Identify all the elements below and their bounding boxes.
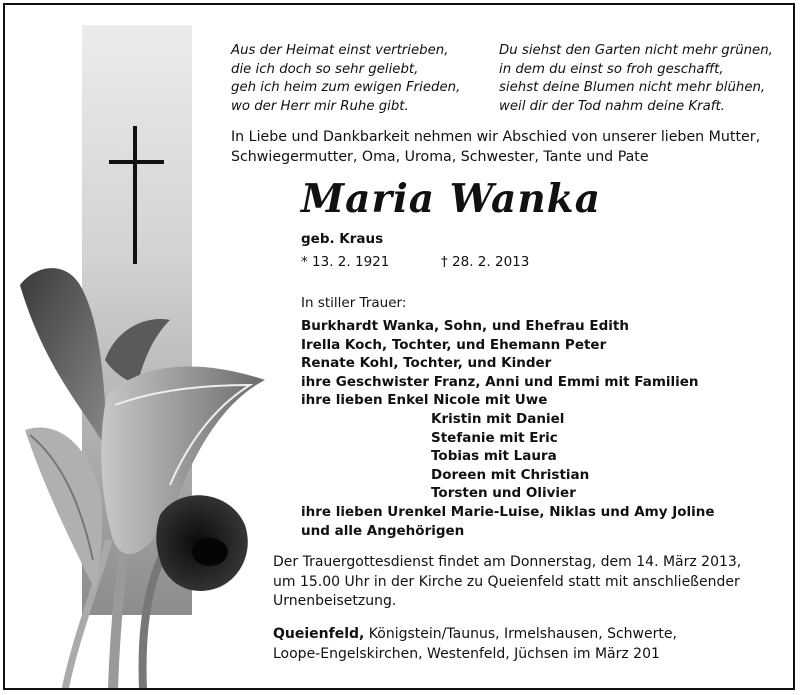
poem-line: in dem du einst so froh geschafft, — [499, 61, 724, 77]
places-town: Queienfeld, — [273, 626, 365, 642]
poem-line: Aus der Heimat einst vertrieben, — [231, 43, 449, 58]
places-line — [273, 625, 677, 645]
intro-line: In Liebe und Dankbarkeit nehmen wir Abschied von unserer lieben Mutter, — [231, 129, 761, 145]
calla-lily-icon — [5, 260, 275, 690]
places-rest: Königstein/Taunus, Irmelshausen, Schwerte, — [364, 626, 677, 642]
cross-icon — [133, 126, 137, 264]
life-dates — [301, 254, 529, 270]
service-line: um 15.00 Uhr in der Kirche zu Queienfeld statt mit anschließender — [273, 573, 740, 590]
poem-line: wo der Herr mir Ruhe gibt. — [231, 98, 409, 114]
poem-line: weil dir der Tod nahm deine Kraft. — [499, 98, 725, 114]
mourner-line: Tobias mit Laura — [431, 448, 557, 465]
service-line: Der Trauergottesdienst findet am Donnerstag, dem 14. März 2013, — [273, 554, 742, 570]
poem-line: die ich doch so sehr geliebt, — [231, 61, 419, 77]
service-info — [273, 553, 741, 612]
mourner-line: Torsten und Olivier — [431, 485, 576, 502]
cross-icon-bar — [109, 160, 164, 164]
places-info — [273, 625, 677, 664]
birth-date: * 13. 2. 1921 — [301, 254, 390, 270]
poem-line: siehst deine Blumen nicht mehr blühen, — [499, 80, 766, 96]
deceased-name: Maria Wanka — [301, 176, 601, 222]
mourner-line: ihre lieben Enkel Nicole mit Uwe — [301, 392, 548, 409]
obituary-notice — [3, 3, 795, 690]
mourners-list — [301, 317, 715, 540]
mourner-line: Burkhardt Wanka, Sohn, und Ehefrau Edith — [301, 318, 629, 334]
mourner-line: Stefanie mit Eric — [431, 429, 558, 446]
mourner-line: Kristin mit Daniel — [431, 410, 565, 427]
mourner-line: ihre Geschwister Franz, Anni und Emmi mit Familien — [301, 373, 699, 390]
poem-line: Du siehst den Garten nicht mehr grünen, — [499, 43, 773, 58]
places-line: Loope-Engelskirchen, Westenfeld, Jüchsen im März 201 — [273, 645, 660, 662]
maiden-name: geb. Kraus — [301, 231, 384, 247]
mourning-label: In stiller Trauer: — [301, 295, 407, 311]
mourner-line: und alle Angehörigen — [301, 522, 465, 539]
intro-text — [231, 127, 760, 167]
death-date: † 28. 2. 2013 — [441, 254, 530, 270]
mourner-line: Doreen mit Christian — [431, 466, 590, 483]
mourner-line: ihre lieben Urenkel Marie-Luise, Niklas und Amy Joline — [301, 503, 715, 520]
poem-right — [499, 42, 773, 116]
intro-line: Schwiegermutter, Oma, Uroma, Schwester, Tante und Pate — [231, 149, 649, 165]
mourner-line: Irella Koch, Tochter, und Ehemann Peter — [301, 336, 607, 353]
mourner-line: Renate Kohl, Tochter, und Kinder — [301, 355, 552, 372]
poem-line: geh ich heim zum ewigen Frieden, — [231, 80, 461, 96]
poem-left — [231, 42, 460, 116]
service-line: Urnenbeisetzung. — [273, 593, 397, 609]
